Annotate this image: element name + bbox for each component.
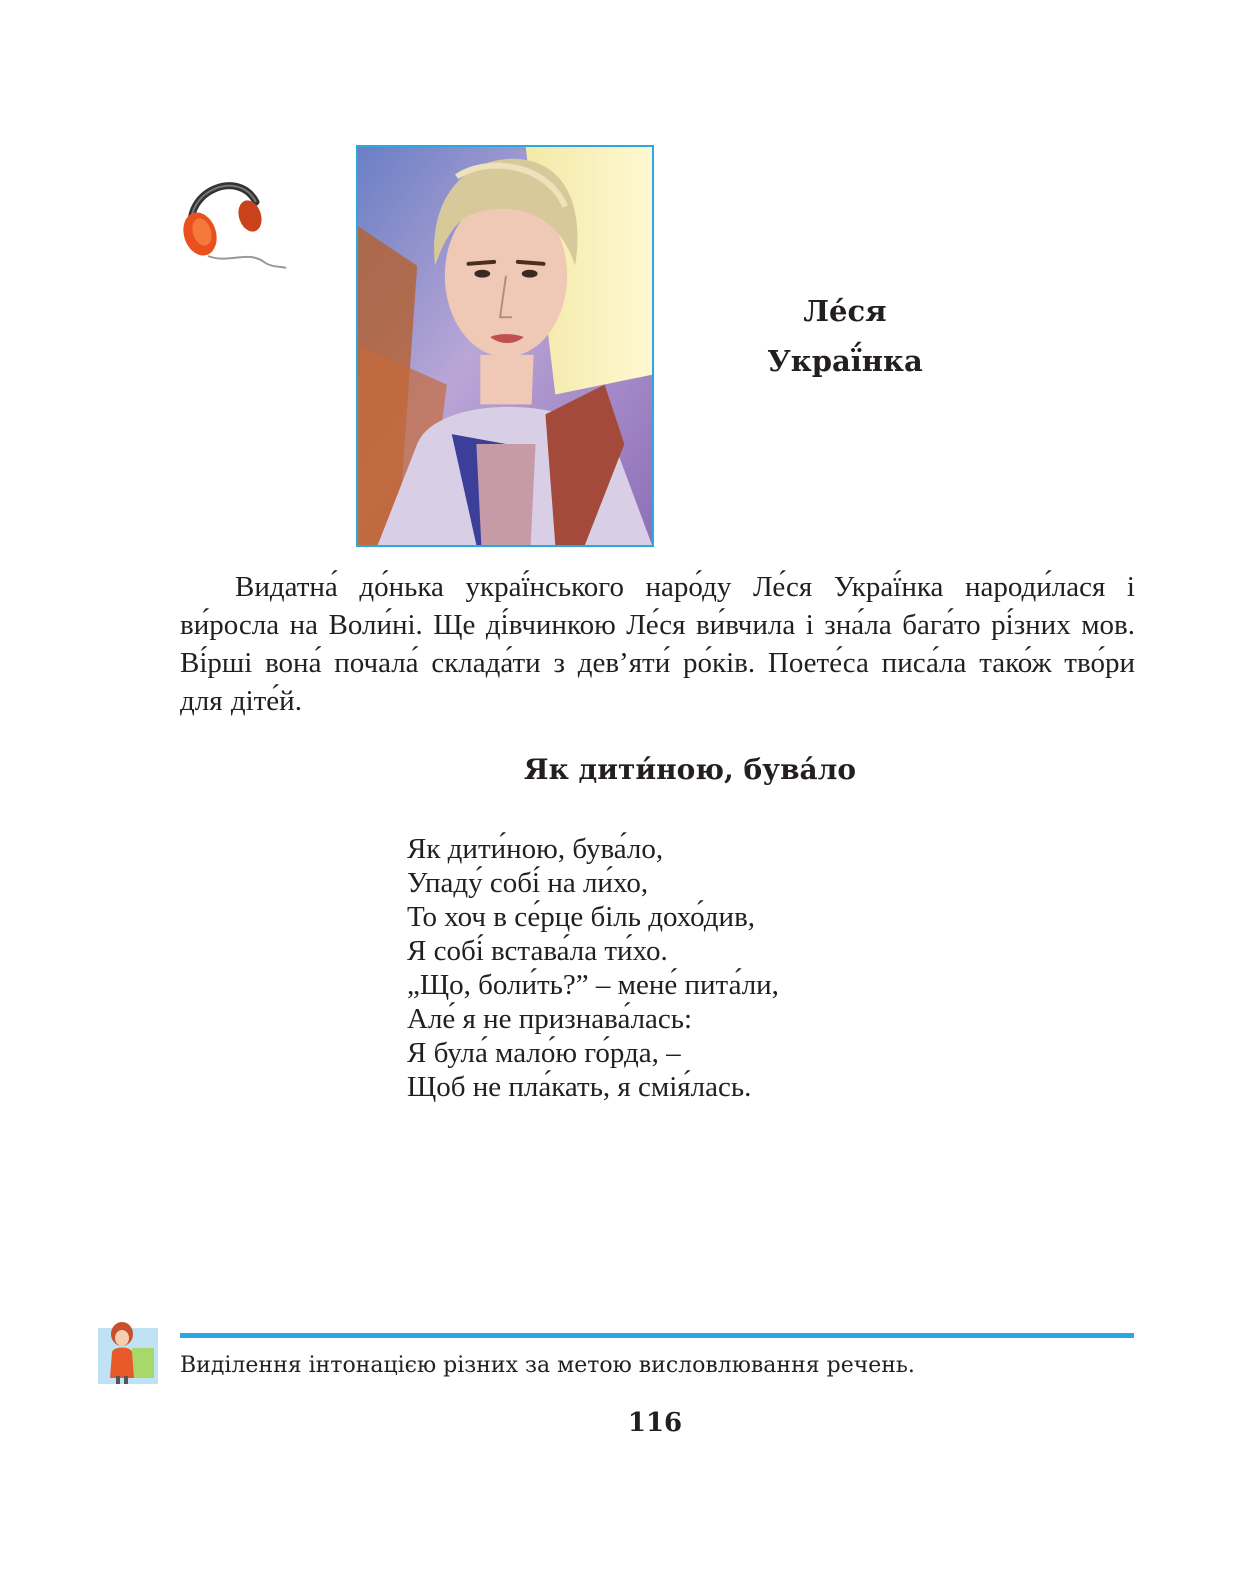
poem-line: Я була́ мало́ю го́рда, – (407, 1037, 681, 1069)
poem-line: Як дити́ною, бува́ло, (407, 833, 664, 865)
footer-divider (180, 1333, 1134, 1338)
footer-note: Виділення інтонацією різних за метою висловлювання речень. (180, 1353, 915, 1378)
poem-line: То хоч в се́рце біль дохо́див, (407, 901, 756, 933)
headphones-icon (178, 172, 290, 276)
poem-line: Але́ я не признава́лась: (407, 1003, 693, 1035)
author-last-name: Украї́нка (767, 344, 923, 378)
poem-line: „Що, боли́ть?” – мене́ пита́ли, (407, 969, 779, 1001)
author-first-name: Ле́ся (803, 294, 887, 328)
poem-line: Упаду́ собі́ на ли́хо, (407, 867, 649, 899)
portrait-image (356, 145, 654, 547)
poem-line: Я собі́ встава́ла ти́хо. (407, 935, 668, 967)
biography-paragraph: Видатна́ до́нька украї́нського наро́ду Ле́ся Украї́нка народи́лася і ви́росла на Воли́ні. Ще ді́вчинкою Ле́ся ви́вчила і зна́ла бага́то рі́зних мов. Ві́рші вона́ почала́ склада́ти з дев’яти́ ро́ків. Поете́са писа́ла тако́ж тво́ри для діте́й. (180, 571, 1135, 717)
poem-title: Як дити́ною, бува́ло (523, 753, 857, 786)
page-number: 116 (627, 1408, 683, 1438)
teacher-icon (98, 1318, 158, 1384)
poem-line: Щоб не пла́кать, я смія́лась. (407, 1071, 752, 1103)
poem-lines (407, 832, 779, 1104)
